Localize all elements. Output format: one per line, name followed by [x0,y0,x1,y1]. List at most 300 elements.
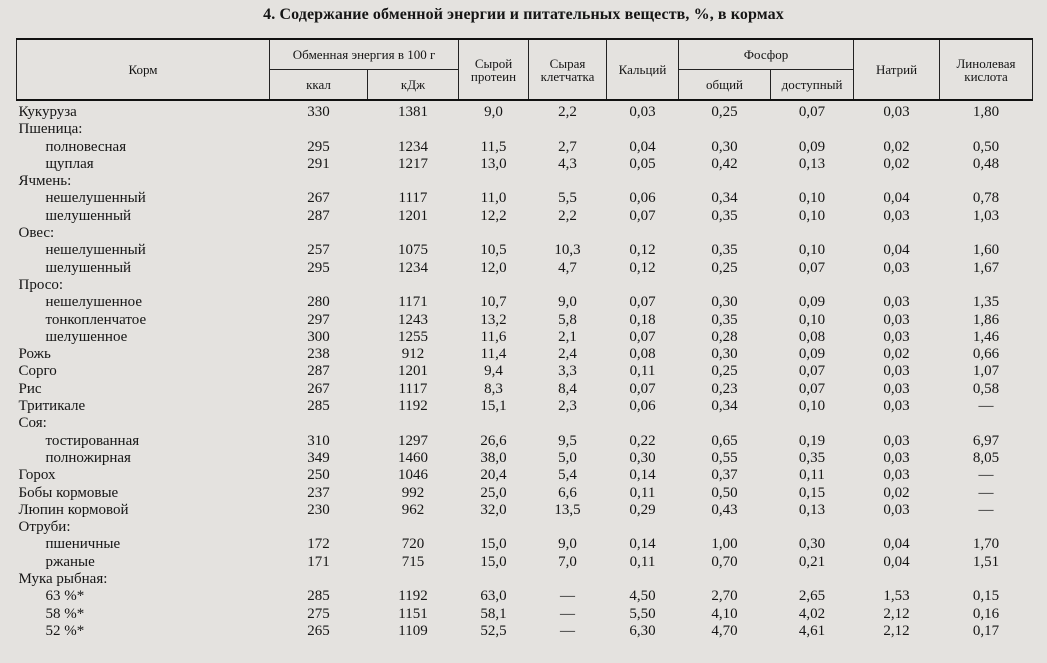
cell-protein: 15,0 [480,536,507,553]
cell-p-avail: 2,65 [798,588,826,605]
cell-p-total: 0,50 [711,484,738,501]
cell-fiber: — [560,588,575,605]
header-p-total: общий [679,70,771,101]
cell-p-total: 4,70 [711,622,738,639]
cell-fiber [529,519,607,536]
cell-fiber: — [560,605,575,622]
cell-ca: 0,22 [629,432,656,449]
cell-protein: 9,4 [484,363,503,380]
cell-protein: 12,2 [480,207,507,224]
cell-ca: 0,11 [629,484,656,501]
header-protein: Сырой протеин [459,39,529,100]
cell-protein [459,173,529,190]
cell-lin: 1,46 [972,328,1000,345]
cell-p-total: 0,55 [711,449,738,466]
cell-kcal: 291 [307,155,330,172]
cell-na: 0,02 [883,484,910,501]
cell-fiber: 4,7 [558,259,577,276]
table-row [17,485,1033,502]
cell-lin [940,519,1033,536]
cell-kj: 1201 [398,363,428,380]
cell-protein: 11,6 [480,328,507,345]
cell-fiber: 9,0 [558,294,577,311]
feed-table [16,38,1033,640]
cell-kj: 992 [401,484,425,501]
table-row [17,467,1033,484]
cell-protein: 63,0 [480,588,507,605]
cell-protein: 11,0 [480,190,507,207]
cell-lin: — [978,398,994,415]
feed-name-cell: Ячмень: [18,173,72,190]
cell-p-total [679,173,771,190]
feed-name-cell: Горох [18,467,56,484]
cell-fiber: 5,8 [558,311,577,328]
header-energy: Обменная энергия в 100 г [270,39,459,70]
cell-p-avail [771,519,854,536]
cell-p-avail: 0,21 [798,553,826,570]
table-row [17,312,1033,329]
feed-name-cell: Сорго [18,363,57,380]
cell-protein [459,277,529,294]
header-linoleic: Линолевая кислота [940,39,1033,100]
table-row [17,606,1033,623]
table-row [17,100,1033,121]
cell-ca: 0,12 [629,259,656,276]
cell-p-total: 0,34 [711,190,738,207]
cell-protein [459,571,529,588]
table-row [17,363,1033,380]
cell-kcal: 300 [307,328,330,345]
cell-kcal: 267 [307,380,330,397]
cell-protein: 20,4 [480,467,507,484]
header-kj: кДж [368,70,459,101]
feed-name-cell: Кукуруза [18,104,77,120]
cell-ca: 0,04 [629,138,656,155]
header-sodium: Натрий [854,39,940,100]
cell-lin: 8,05 [972,449,1000,466]
cell-lin: — [978,484,994,501]
cell-fiber [529,571,607,588]
header-calcium: Кальций [607,39,679,100]
cell-ca: 6,30 [629,622,656,639]
cell-kj: 1243 [398,311,428,328]
cell-p-total: 0,25 [711,104,738,120]
cell-kj: 1201 [398,207,428,224]
cell-kj [368,571,459,588]
cell-ca: 0,14 [629,536,656,553]
cell-lin: 0,16 [972,605,1000,622]
cell-p-avail: 0,11 [799,467,825,484]
cell-na: 0,02 [883,346,910,363]
cell-kj [368,519,459,536]
cell-kj [368,415,459,432]
cell-p-avail: 0,10 [798,398,826,415]
cell-kcal: 237 [307,484,330,501]
cell-kcal: 285 [307,398,330,415]
cell-fiber: 2,1 [558,328,577,345]
cell-protein: 15,0 [480,553,507,570]
cell-kcal: 267 [307,190,330,207]
cell-kcal [270,121,368,138]
cell-p-avail [771,121,854,138]
cell-protein: 11,4 [480,346,507,363]
cell-kcal: 257 [307,242,330,259]
cell-kcal: 287 [307,207,330,224]
cell-na: 2,12 [883,605,910,622]
cell-kj [368,173,459,190]
cell-fiber: 9,5 [558,432,577,449]
cell-na: 0,03 [883,467,910,484]
cell-p-avail: 0,15 [798,484,826,501]
cell-na: 0,04 [883,242,910,259]
table-row [17,450,1033,467]
table-body [17,100,1033,640]
cell-kj: 1297 [398,432,428,449]
cell-na [854,571,940,588]
cell-na: 0,04 [883,536,910,553]
cell-na: 0,03 [883,449,910,466]
cell-fiber: 5,5 [558,190,577,207]
cell-ca: 0,14 [629,467,656,484]
cell-kj: 1109 [398,622,428,639]
cell-na: 0,03 [883,328,910,345]
cell-fiber: 9,0 [558,536,577,553]
cell-ca: 0,07 [629,328,656,345]
feed-name-cell: нешелушенное [45,294,142,311]
cell-na: 0,03 [883,104,910,120]
table-group-row [17,277,1033,294]
cell-p-total: 0,37 [711,467,738,484]
feed-name-cell: пшеничные [45,536,121,553]
cell-fiber: 2,7 [558,138,577,155]
feed-name-cell: Соя: [18,415,47,432]
cell-lin: — [978,501,994,518]
cell-protein: 13,0 [480,155,507,172]
cell-kcal [270,277,368,294]
cell-protein: 32,0 [480,501,507,518]
cell-p-avail: 0,09 [798,294,826,311]
cell-na: 0,03 [883,380,910,397]
feed-name-cell: тонкопленчатое [45,311,147,328]
cell-p-avail: 4,02 [798,605,826,622]
table-row [17,554,1033,571]
cell-fiber [529,121,607,138]
feed-name-cell: 52 %* [45,622,85,639]
feed-name-cell: ржаные [45,553,95,570]
feed-name-cell: нешелушенный [45,242,146,259]
feed-name-cell: Люпин кормовой [18,501,129,518]
cell-kcal: 310 [307,432,330,449]
cell-p-total [679,519,771,536]
table-row [17,433,1033,450]
cell-p-total: 0,30 [711,138,738,155]
cell-p-avail: 0,19 [798,432,826,449]
cell-p-avail: 0,09 [798,138,826,155]
cell-lin: 0,78 [972,190,1000,207]
cell-protein: 10,7 [480,294,507,311]
cell-ca: 5,50 [629,605,656,622]
cell-protein [459,519,529,536]
table-row [17,536,1033,553]
header-fiber: Сырая клетчатка [529,39,607,100]
feed-name-cell: Рис [18,380,42,397]
table-row [17,588,1033,605]
cell-lin: 1,07 [972,363,1000,380]
cell-kj: 1217 [398,155,428,172]
cell-lin: 1,60 [972,242,1000,259]
table-header [17,39,1033,100]
cell-p-total: 0,25 [711,259,738,276]
cell-lin: 0,17 [972,622,1000,639]
cell-kj: 1192 [398,398,428,415]
cell-fiber [529,277,607,294]
cell-na: 0,03 [883,432,910,449]
cell-ca [607,415,679,432]
table-row [17,398,1033,415]
table-title: 4. Содержание обменной энергии и питательных веществ, %, в кормах [263,6,784,23]
cell-kcal: 172 [307,536,330,553]
cell-lin: 1,80 [972,104,1000,120]
cell-ca [607,225,679,242]
cell-p-total: 0,28 [711,328,738,345]
cell-protein: 38,0 [480,449,507,466]
cell-lin: 0,48 [972,155,1000,172]
cell-lin: 6,97 [972,432,1000,449]
feed-name-cell: 63 %* [45,588,85,605]
cell-kj: 1075 [398,242,428,259]
cell-lin [940,415,1033,432]
cell-lin: 0,15 [972,588,1000,605]
table-group-row [17,571,1033,588]
table-row [17,260,1033,277]
cell-kcal: 295 [307,138,330,155]
feed-name-cell: полножирная [45,449,131,466]
cell-lin [940,225,1033,242]
cell-kcal: 349 [307,449,330,466]
cell-p-total: 0,30 [711,346,738,363]
cell-protein [459,415,529,432]
cell-fiber: 4,3 [558,155,577,172]
cell-p-total: 0,35 [711,207,738,224]
table-row [17,156,1033,173]
cell-p-avail: 0,07 [798,104,826,120]
table-row [17,242,1033,259]
cell-protein: 25,0 [480,484,507,501]
table-row [17,623,1033,640]
cell-fiber: 7,0 [558,553,577,570]
feed-name-cell: 58 %* [45,605,85,622]
cell-protein: 10,5 [480,242,507,259]
cell-lin [940,277,1033,294]
table-group-row [17,415,1033,432]
cell-p-total: 0,42 [711,155,738,172]
header-p-available: доступный [771,70,854,101]
cell-fiber [529,415,607,432]
cell-fiber: — [560,622,575,639]
feed-name-cell: Просо: [18,276,64,293]
cell-p-total: 0,34 [711,398,738,415]
cell-lin: 1,03 [972,207,1000,224]
cell-kj: 1046 [398,467,428,484]
cell-ca: 0,08 [629,346,656,363]
cell-protein: 9,0 [484,104,503,120]
feed-name-cell: шелушенный [45,207,132,224]
cell-fiber: 8,4 [558,380,577,397]
cell-kj: 1151 [398,605,428,622]
feed-name-cell: Бобы кормовые [18,484,119,501]
cell-kcal: 285 [307,588,330,605]
cell-na [854,415,940,432]
feed-name-cell: Тритикале [18,398,86,415]
table-row [17,190,1033,207]
cell-kj: 1460 [398,449,428,466]
cell-kj: 1192 [398,588,428,605]
cell-fiber [529,225,607,242]
feed-name-cell: шелушенный [45,259,132,276]
cell-kj [368,225,459,242]
feed-name-cell: полновесная [45,138,127,155]
feed-name-cell: Овес: [18,225,55,242]
cell-p-total: 0,35 [711,311,738,328]
table-row [17,329,1033,346]
cell-p-total: 0,30 [711,294,738,311]
cell-kcal: 275 [307,605,330,622]
cell-na: 0,03 [883,259,910,276]
table-group-row [17,121,1033,138]
cell-ca: 0,11 [629,363,656,380]
cell-lin: — [978,467,994,484]
cell-ca [607,173,679,190]
cell-p-avail [771,225,854,242]
cell-na: 0,03 [883,311,910,328]
cell-ca [607,571,679,588]
cell-p-avail: 0,13 [798,155,826,172]
cell-lin [940,571,1033,588]
cell-lin: 1,35 [972,294,1000,311]
cell-kj: 1171 [398,294,428,311]
cell-kcal [270,519,368,536]
cell-p-avail [771,173,854,190]
feed-name-cell: шелушенное [45,328,128,345]
table-row [17,208,1033,225]
cell-p-avail: 0,07 [798,380,826,397]
cell-ca: 0,07 [629,294,656,311]
cell-kcal: 295 [307,259,330,276]
cell-na: 0,03 [883,294,910,311]
cell-kj: 1234 [398,138,428,155]
cell-na: 1,53 [883,588,910,605]
cell-protein: 8,3 [484,380,503,397]
cell-p-avail: 0,07 [798,259,826,276]
cell-fiber: 10,3 [554,242,581,259]
cell-na: 0,03 [883,501,910,518]
cell-na: 0,03 [883,363,910,380]
cell-na [854,225,940,242]
table-group-row [17,225,1033,242]
cell-p-total: 0,65 [711,432,738,449]
cell-ca: 0,06 [629,190,656,207]
cell-na: 0,04 [883,553,910,570]
cell-na: 0,02 [883,155,910,172]
cell-p-total: 0,43 [711,501,738,518]
cell-fiber: 13,5 [554,501,581,518]
cell-fiber: 5,0 [558,449,577,466]
cell-ca: 0,12 [629,242,656,259]
cell-p-total [679,277,771,294]
feed-name-cell: Пшеница: [18,121,83,138]
cell-kcal: 238 [307,346,330,363]
cell-p-avail [771,277,854,294]
cell-ca: 0,05 [629,155,656,172]
table-row [17,139,1033,156]
table-group-row [17,173,1033,190]
cell-p-total [679,225,771,242]
cell-kcal [270,415,368,432]
table-row [17,381,1033,398]
cell-protein: 52,5 [480,622,507,639]
cell-p-total [679,571,771,588]
cell-ca: 0,30 [629,449,656,466]
header-phosphorus: Фосфор [679,39,854,70]
table-row [17,346,1033,363]
cell-protein: 13,2 [480,311,507,328]
cell-ca: 0,06 [629,398,656,415]
cell-p-avail: 0,30 [798,536,826,553]
cell-kj: 1255 [398,328,428,345]
cell-p-total [679,121,771,138]
cell-lin: 0,58 [972,380,1000,397]
cell-p-total: 2,70 [711,588,738,605]
feed-name-cell: Рожь [18,346,51,363]
cell-p-avail: 0,08 [798,328,826,345]
cell-p-total: 0,23 [711,380,738,397]
cell-p-avail: 0,10 [798,190,826,207]
cell-p-total: 0,35 [711,242,738,259]
cell-protein: 58,1 [480,605,507,622]
cell-fiber: 2,3 [558,398,577,415]
cell-kj [368,121,459,138]
cell-ca [607,277,679,294]
cell-kcal [270,173,368,190]
cell-fiber: 2,2 [558,207,577,224]
table-group-row [17,519,1033,536]
cell-protein: 26,6 [480,432,507,449]
cell-p-avail [771,571,854,588]
table-row [17,502,1033,519]
cell-kj: 720 [401,536,425,553]
feed-name-cell: тостированная [45,432,140,449]
cell-protein: 15,1 [480,398,507,415]
cell-kj [368,277,459,294]
cell-kj: 1117 [398,380,428,397]
cell-p-avail: 0,35 [798,449,826,466]
cell-fiber [529,173,607,190]
cell-ca: 0,03 [629,104,656,120]
cell-kj: 1234 [398,259,428,276]
cell-na [854,173,940,190]
cell-fiber: 5,4 [558,467,577,484]
cell-ca: 0,18 [629,311,656,328]
feed-name-cell: Отруби: [18,519,71,536]
cell-na: 0,03 [883,398,910,415]
cell-na [854,519,940,536]
cell-lin: 0,66 [972,346,1000,363]
cell-kcal: 287 [307,363,330,380]
feed-name-cell: щуплая [45,155,94,172]
cell-kj: 962 [401,501,425,518]
cell-ca: 0,29 [629,501,656,518]
cell-na: 0,03 [883,207,910,224]
